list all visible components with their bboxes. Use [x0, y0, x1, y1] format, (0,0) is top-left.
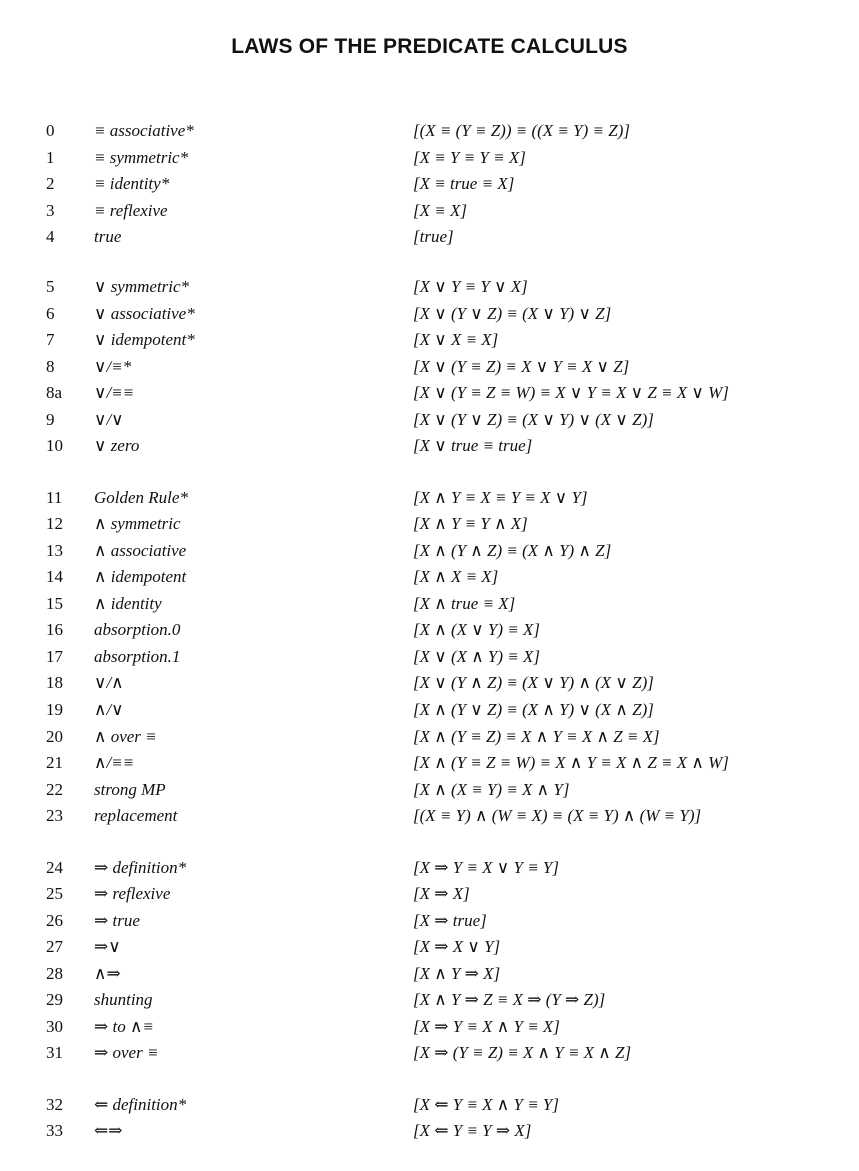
law-formula: [X ≡ true ≡ X]: [413, 174, 515, 193]
law-number: 25: [46, 884, 63, 903]
law-name: ∨ idempotent*: [94, 330, 195, 349]
law-row: [0, 1041, 859, 1065]
law-name: ∧ identity: [94, 594, 162, 613]
law-number: 13: [46, 541, 63, 560]
law-formula: [X ∨ true ≡ true]: [413, 436, 533, 455]
law-row: [0, 565, 859, 589]
law-number: 14: [46, 567, 63, 586]
law-name: ⇐ definition*: [94, 1095, 187, 1114]
law-formula: [X ∨ (Y ≡ Z) ≡ X ∨ Y ≡ X ∨ Z]: [413, 357, 630, 376]
law-name: true: [94, 227, 122, 246]
page-title: LAWS OF THE PREDICATE CALCULUS: [231, 35, 628, 58]
law-number: 26: [46, 911, 63, 930]
law-name: ≡ symmetric*: [94, 148, 189, 167]
law-name: ≡ reflexive: [94, 201, 168, 220]
law-row: [0, 199, 859, 223]
law-number: 30: [46, 1017, 63, 1036]
law-formula: [(X ≡ Y) ∧ (W ≡ X) ≡ (X ≡ Y) ∧ (W ≡ Y)]: [413, 806, 702, 825]
law-formula: [X ∧ (Y ≡ Z ≡ W) ≡ X ∧ Y ≡ X ∧ Z ≡ X ∧ W]: [413, 753, 729, 772]
law-row: [0, 882, 859, 906]
law-name: shunting: [94, 990, 153, 1009]
law-number: 22: [46, 780, 63, 799]
law-number: 33: [46, 1121, 63, 1140]
law-row: [0, 275, 859, 299]
law-name: ⇐⇒: [94, 1121, 123, 1140]
law-name: ⇒ to ∧≡: [94, 1017, 154, 1036]
law-formula: [X ∨ (Y ≡ Z ≡ W) ≡ X ∨ Y ≡ X ∨ Z ≡ X ∨ W]: [413, 383, 729, 402]
law-number: 4: [46, 227, 55, 246]
law-number: 3: [46, 201, 55, 220]
law-name: ∧/≡≡: [94, 753, 135, 772]
law-name: ⇒ reflexive: [94, 884, 171, 903]
law-row: [0, 328, 859, 352]
law-formula: [X ⇒ (Y ≡ Z) ≡ X ∧ Y ≡ X ∧ Z]: [413, 1043, 632, 1062]
law-number: 27: [46, 937, 63, 956]
law-number: 31: [46, 1043, 63, 1062]
law-number: 10: [46, 436, 63, 455]
law-formula: [X ≡ Y ≡ Y ≡ X]: [413, 148, 526, 167]
law-number: 18: [46, 673, 63, 692]
law-row: [0, 935, 859, 959]
law-row: [0, 512, 859, 536]
law-row: [0, 539, 859, 563]
law-row: [0, 671, 859, 695]
law-name: Golden Rule*: [94, 488, 188, 507]
law-name: ⇒ over ≡: [94, 1043, 159, 1062]
law-number: 19: [46, 700, 63, 719]
law-row: [0, 486, 859, 510]
law-name: ∧/∨: [94, 700, 124, 719]
law-row: [0, 778, 859, 802]
law-formula: [X ∨ (Y ∨ Z) ≡ (X ∨ Y) ∨ Z]: [413, 304, 612, 323]
law-row: [0, 618, 859, 642]
law-formula: [X ∧ (X ∨ Y) ≡ X]: [413, 620, 541, 639]
law-row: [0, 962, 859, 986]
law-number: 17: [46, 647, 63, 666]
law-name: ∨/∧: [94, 673, 124, 692]
law-row: [0, 1015, 859, 1039]
law-name: ∧⇒: [94, 964, 121, 983]
law-number: 0: [46, 121, 55, 140]
law-name: absorption.1: [94, 647, 181, 666]
law-formula: [X ⇒ Y ≡ X ∧ Y ≡ X]: [413, 1017, 560, 1036]
law-name: ∨/≡*: [94, 357, 132, 376]
law-name: replacement: [94, 806, 178, 825]
law-row: [0, 909, 859, 933]
law-number: 2: [46, 174, 55, 193]
law-name: ≡ identity*: [94, 174, 170, 193]
law-name: ⇒ true: [94, 911, 140, 930]
law-number: 8: [46, 357, 55, 376]
law-formula: [X ⇒ true]: [413, 911, 487, 930]
law-name: ∨ associative*: [94, 304, 195, 323]
law-number: 15: [46, 594, 63, 613]
law-number: 32: [46, 1095, 63, 1114]
law-formula: [X ∧ (X ≡ Y) ≡ X ∧ Y]: [413, 780, 570, 799]
law-formula: [X ⇒ Y ≡ X ∨ Y ≡ Y]: [413, 858, 559, 877]
law-formula: [X ⇐ Y ≡ X ∧ Y ≡ Y]: [413, 1095, 559, 1114]
law-name: ∨/≡≡: [94, 383, 135, 402]
law-row: [0, 408, 859, 432]
law-name: ∧ over ≡: [94, 727, 157, 746]
law-row: [0, 804, 859, 828]
law-formula: [X ∧ Y ⇒ Z ≡ X ⇒ (Y ⇒ Z)]: [413, 990, 606, 1009]
law-name: ≡ associative*: [94, 121, 194, 140]
law-formula: [X ⇐ Y ≡ Y ⇒ X]: [413, 1121, 532, 1140]
law-number: 16: [46, 620, 63, 639]
law-name: ∧ associative: [94, 541, 187, 560]
law-row: [0, 146, 859, 170]
law-formula: [true]: [413, 227, 454, 246]
law-row: [0, 725, 859, 749]
law-row: [0, 225, 859, 249]
law-number: 24: [46, 858, 63, 877]
law-formula: [X ∧ true ≡ X]: [413, 594, 516, 613]
law-row: [0, 698, 859, 722]
law-row: [0, 1119, 859, 1143]
law-number: 28: [46, 964, 63, 983]
law-formula: [X ∨ Y ≡ Y ∨ X]: [413, 277, 528, 296]
law-number: 6: [46, 304, 55, 323]
law-number: 21: [46, 753, 63, 772]
law-formula: [X ∧ (Y ∨ Z) ≡ (X ∧ Y) ∨ (X ∧ Z)]: [413, 700, 654, 719]
law-row: [0, 1093, 859, 1117]
law-formula: [X ∨ X ≡ X]: [413, 330, 499, 349]
law-formula: [X ∧ Y ≡ X ≡ Y ≡ X ∨ Y]: [413, 488, 588, 507]
law-row: [0, 172, 859, 196]
law-row: [0, 434, 859, 458]
law-formula: [X ∧ X ≡ X]: [413, 567, 499, 586]
law-formula: [X ∧ Y ≡ Y ∧ X]: [413, 514, 528, 533]
law-formula: [X ∧ (Y ≡ Z) ≡ X ∧ Y ≡ X ∧ Z ≡ X]: [413, 727, 660, 746]
law-row: [0, 856, 859, 880]
law-number: 29: [46, 990, 63, 1009]
law-formula: [X ∨ (X ∧ Y) ≡ X]: [413, 647, 541, 666]
law-name: ∨ symmetric*: [94, 277, 190, 296]
law-name: strong MP: [94, 780, 166, 799]
law-row: [0, 302, 859, 326]
law-number: 20: [46, 727, 63, 746]
law-name: ∨ zero: [94, 436, 140, 455]
law-row: [0, 592, 859, 616]
law-number: 8a: [46, 383, 63, 402]
law-row: [0, 751, 859, 775]
law-name: ∨/∨: [94, 410, 124, 429]
law-number: 11: [46, 488, 63, 507]
law-formula: [(X ≡ (Y ≡ Z)) ≡ ((X ≡ Y) ≡ Z)]: [413, 121, 630, 140]
law-formula: [X ⇒ X ∨ Y]: [413, 937, 501, 956]
law-number: 5: [46, 277, 55, 296]
law-number: 9: [46, 410, 55, 429]
law-formula: [X ∨ (Y ∧ Z) ≡ (X ∨ Y) ∧ (X ∨ Z)]: [413, 673, 654, 692]
law-name: absorption.0: [94, 620, 181, 639]
law-name: ⇒ definition*: [94, 858, 187, 877]
law-number: 23: [46, 806, 63, 825]
law-formula: [X ⇒ X]: [413, 884, 470, 903]
law-number: 12: [46, 514, 63, 533]
law-row: [0, 119, 859, 143]
law-row: [0, 355, 859, 379]
law-name: ∧ idempotent: [94, 567, 187, 586]
law-number: 1: [46, 148, 55, 167]
law-formula: [X ∨ (Y ∨ Z) ≡ (X ∨ Y) ∨ (X ∨ Z)]: [413, 410, 654, 429]
law-name: ∧ symmetric: [94, 514, 181, 533]
law-number: 7: [46, 330, 55, 349]
law-formula: [X ≡ X]: [413, 201, 467, 220]
law-formula: [X ∧ Y ⇒ X]: [413, 964, 501, 983]
law-row: [0, 645, 859, 669]
law-name: ⇒∨: [94, 937, 121, 956]
law-formula: [X ∧ (Y ∧ Z) ≡ (X ∧ Y) ∧ Z]: [413, 541, 612, 560]
law-row: [0, 988, 859, 1012]
law-row: [0, 381, 859, 405]
